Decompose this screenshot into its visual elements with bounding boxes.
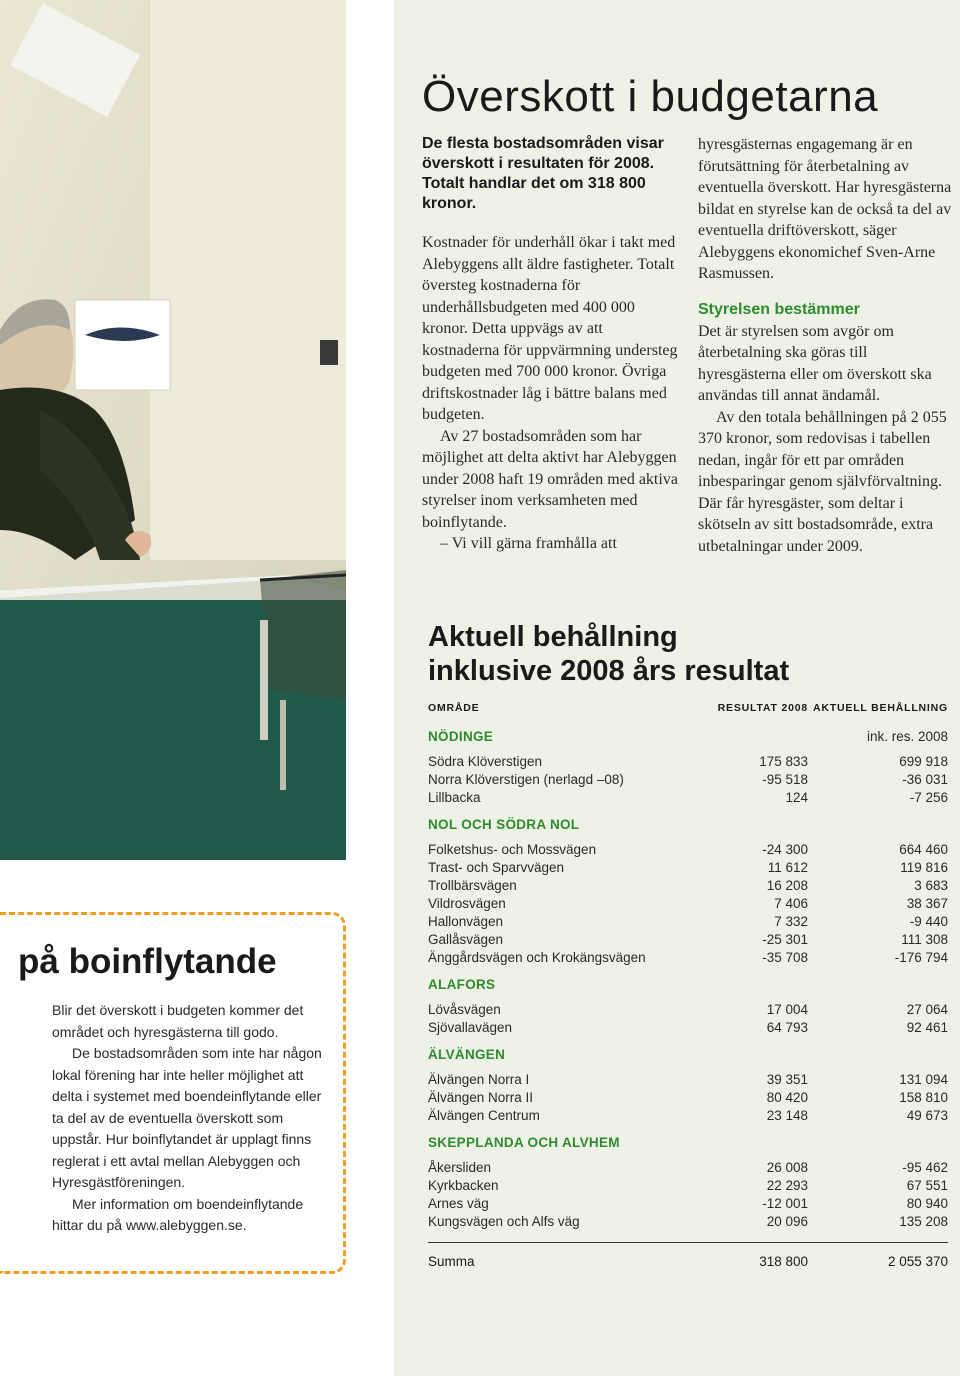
balance-cell: 92 461 bbox=[906, 1019, 948, 1035]
table-row bbox=[428, 912, 948, 930]
article-column-1 bbox=[422, 134, 682, 555]
photo-man-playing-table-tennis bbox=[0, 0, 346, 860]
balance-cell: 135 208 bbox=[899, 1213, 948, 1229]
result-cell: -12 001 bbox=[762, 1195, 808, 1211]
column-header-result: RESULTAT 2008 bbox=[717, 702, 808, 714]
table-row bbox=[428, 1158, 948, 1176]
area-cell: Kungsvägen och Alfs väg bbox=[428, 1213, 580, 1229]
table-row bbox=[428, 788, 948, 806]
balance-cell: 158 810 bbox=[899, 1089, 948, 1105]
article-headline: Överskott i budgetarna bbox=[422, 72, 879, 121]
column-header-balance: AKTUELL BEHÅLLNING bbox=[813, 702, 948, 714]
balance-cell: -9 440 bbox=[909, 913, 948, 929]
area-cell: Lövåsvägen bbox=[428, 1001, 501, 1017]
table-section-heading bbox=[428, 726, 948, 746]
result-cell: 23 148 bbox=[766, 1107, 808, 1123]
article-column-2 bbox=[698, 134, 953, 557]
table-title-line-1: Aktuell behållning bbox=[428, 621, 678, 653]
article-paragraph: Kostnader för underhåll ökar i takt med Alebyggens allt äldre fastigheter. Totalt översteg kostnaderna för underhållsbudgeten med 400 000 kronor. Detta uppvägs av att kostnaderna för uppvärmning understeg budgeten med 700 000 kronor. Övriga driftskostnader låg i bättre balans med budgeten. bbox=[422, 234, 678, 423]
result-cell: 17 004 bbox=[766, 1001, 808, 1017]
result-cell: -25 301 bbox=[762, 931, 808, 947]
result-cell: 26 008 bbox=[766, 1159, 808, 1175]
table-header-row bbox=[428, 698, 948, 718]
balance-cell: 111 308 bbox=[901, 931, 948, 947]
area-cell: Änggårdsvägen och Krokängsvägen bbox=[428, 949, 646, 965]
article-subheading: Styrelsen bestämmer bbox=[698, 300, 860, 318]
balance-cell: 49 673 bbox=[906, 1107, 948, 1123]
article-paragraph: – Vi vill gärna framhålla att bbox=[440, 535, 617, 552]
balance-cell: 38 367 bbox=[906, 895, 948, 911]
info-box-text bbox=[52, 1000, 327, 1237]
info-box-paragraph: Blir det överskott i budgeten kommer det området och hyresgästerna till godo. bbox=[52, 1002, 304, 1040]
balance-cell: -176 794 bbox=[894, 949, 948, 965]
area-cell: Älvängen Norra II bbox=[428, 1089, 534, 1105]
result-cell: 7 406 bbox=[774, 895, 808, 911]
table-row bbox=[428, 1212, 948, 1230]
total-balance: 2 055 370 bbox=[887, 1253, 948, 1269]
article-paragraph: Det är styrelsen som avgör om återbetalning ska göras till hyresgästerna eller om överskott ska användas till annat ändamål. bbox=[698, 322, 932, 404]
table-row bbox=[428, 948, 948, 966]
area-cell: Gallåsvägen bbox=[428, 931, 504, 947]
section-name: SKEPPLANDA OCH ALVHEM bbox=[428, 1134, 620, 1150]
area-cell: Hallonvägen bbox=[428, 913, 504, 929]
balance-cell: -95 462 bbox=[902, 1159, 948, 1175]
balance-cell: 3 683 bbox=[914, 877, 948, 893]
result-cell: 39 351 bbox=[766, 1071, 808, 1087]
section-name: ALAFORS bbox=[428, 976, 496, 992]
table-title bbox=[428, 620, 789, 688]
area-cell: Trollbärsvägen bbox=[428, 877, 517, 893]
area-cell: Älvängen Norra I bbox=[428, 1071, 530, 1087]
result-cell: -95 518 bbox=[762, 771, 808, 787]
area-cell: Lillbacka bbox=[428, 789, 481, 805]
result-cell: 20 096 bbox=[766, 1213, 808, 1229]
table-row bbox=[428, 752, 948, 770]
table-row bbox=[428, 930, 948, 948]
table-row bbox=[428, 1176, 948, 1194]
total-result: 318 800 bbox=[759, 1253, 808, 1269]
balance-cell: -7 256 bbox=[909, 789, 948, 805]
area-cell: Åkersliden bbox=[428, 1159, 492, 1175]
result-cell: 80 420 bbox=[766, 1089, 808, 1105]
area-cell: Norra Klöverstigen (nerlagd –08) bbox=[428, 771, 624, 787]
info-box-title: på boinflytande bbox=[18, 942, 277, 981]
result-cell: 64 793 bbox=[766, 1019, 808, 1035]
table-row bbox=[428, 858, 948, 876]
table-row bbox=[428, 876, 948, 894]
table-section-heading bbox=[428, 814, 948, 834]
area-cell: Trast- och Sparvvägen bbox=[428, 859, 565, 875]
area-cell: Kyrkbacken bbox=[428, 1177, 499, 1193]
info-box-paragraph: Mer information om boendeinflytande hittar du på www.alebyggen.se. bbox=[52, 1195, 304, 1233]
article-paragraph: Av den totala behållningen på 2 055 370 kronor, som redovisas i tabellen nedan, ingår för ett par områden inbesparingar genom självförvaltning. Där får hyresgäster, som deltar i skötseln av sitt bostadsområde, extra utbetalningar under 2009. bbox=[698, 408, 947, 555]
table-row bbox=[428, 840, 948, 858]
area-cell: Älvängen Centrum bbox=[428, 1107, 540, 1123]
area-cell: Folketshus- och Mossvägen bbox=[428, 841, 597, 857]
table-row bbox=[428, 1088, 948, 1106]
article-lead: De flesta bostadsområden visar överskott i resultaten för 2008. Totalt handlar det om 318 800 kronor. bbox=[422, 135, 664, 212]
balance-cell: 664 460 bbox=[899, 841, 948, 857]
table-body bbox=[428, 726, 948, 1230]
table-row bbox=[428, 1070, 948, 1088]
area-cell: Sjövallavägen bbox=[428, 1019, 513, 1035]
balance-cell: 131 094 bbox=[899, 1071, 948, 1087]
result-cell: -24 300 bbox=[762, 841, 808, 857]
column-header-area: OMRÅDE bbox=[428, 702, 480, 714]
result-cell: 124 bbox=[785, 789, 808, 805]
result-cell: 16 208 bbox=[766, 877, 808, 893]
table-row bbox=[428, 1018, 948, 1036]
article-paragraph: hyresgästernas engagemang är en förutsättning för återbetalning av eventuella överskott. Har hyresgästerna bildat en styrelse kan de också ta del av eventuella driftöverskott, säger Alebyggens ekonomichef Sven-Arne Rasmussen. bbox=[698, 136, 952, 282]
section-note: ink. res. 2008 bbox=[866, 728, 948, 744]
article-paragraph: Av 27 bostadsområden som har möjlighet att delta aktivt har Alebyggen under 2008 haft 19 områden med aktiva styrelser inom verksamheten med boinflytande. bbox=[422, 427, 678, 531]
balance-cell: -36 031 bbox=[902, 771, 948, 787]
balance-cell: 27 064 bbox=[906, 1001, 948, 1017]
balance-cell: 67 551 bbox=[906, 1177, 948, 1193]
total-label: Summa bbox=[428, 1253, 475, 1269]
balance-table bbox=[428, 698, 948, 1271]
result-cell: 7 332 bbox=[774, 913, 808, 929]
table-row bbox=[428, 1194, 948, 1212]
section-name: NOL OCH SÖDRA NOL bbox=[428, 816, 580, 832]
table-row bbox=[428, 770, 948, 788]
area-cell: Vildrosvägen bbox=[428, 895, 506, 911]
table-section-heading bbox=[428, 1132, 948, 1152]
result-cell: 11 612 bbox=[767, 859, 808, 875]
area-cell: Södra Klöverstigen bbox=[428, 753, 543, 769]
balance-cell: 119 816 bbox=[900, 859, 948, 875]
table-row bbox=[428, 1106, 948, 1124]
result-cell: 175 833 bbox=[759, 753, 808, 769]
result-cell: -35 708 bbox=[762, 949, 808, 965]
info-box-paragraph: De bostadsområden som inte har någon lokal förening har inte heller möjlighet att delta i systemet med boendeinflytande eller ta del av de eventuella överskott som uppstår. Hur boinflytandet är upplagt finns reglerat i ett avtal mellan Alebyggen och Hyresgästföreningen. bbox=[52, 1045, 322, 1190]
section-name: ÄLVÄNGEN bbox=[428, 1046, 506, 1062]
table-row bbox=[428, 894, 948, 912]
section-name: NÖDINGE bbox=[428, 728, 494, 744]
table-section-heading bbox=[428, 1044, 948, 1064]
table-title-line-2: inklusive 2008 års resultat bbox=[428, 655, 790, 687]
table-section-heading bbox=[428, 974, 948, 994]
area-cell: Arnes väg bbox=[428, 1195, 489, 1211]
table-total-row bbox=[428, 1242, 948, 1271]
balance-cell: 699 918 bbox=[899, 753, 948, 769]
balance-cell: 80 940 bbox=[906, 1195, 948, 1211]
result-cell: 22 293 bbox=[766, 1177, 808, 1193]
table-row bbox=[428, 1000, 948, 1018]
